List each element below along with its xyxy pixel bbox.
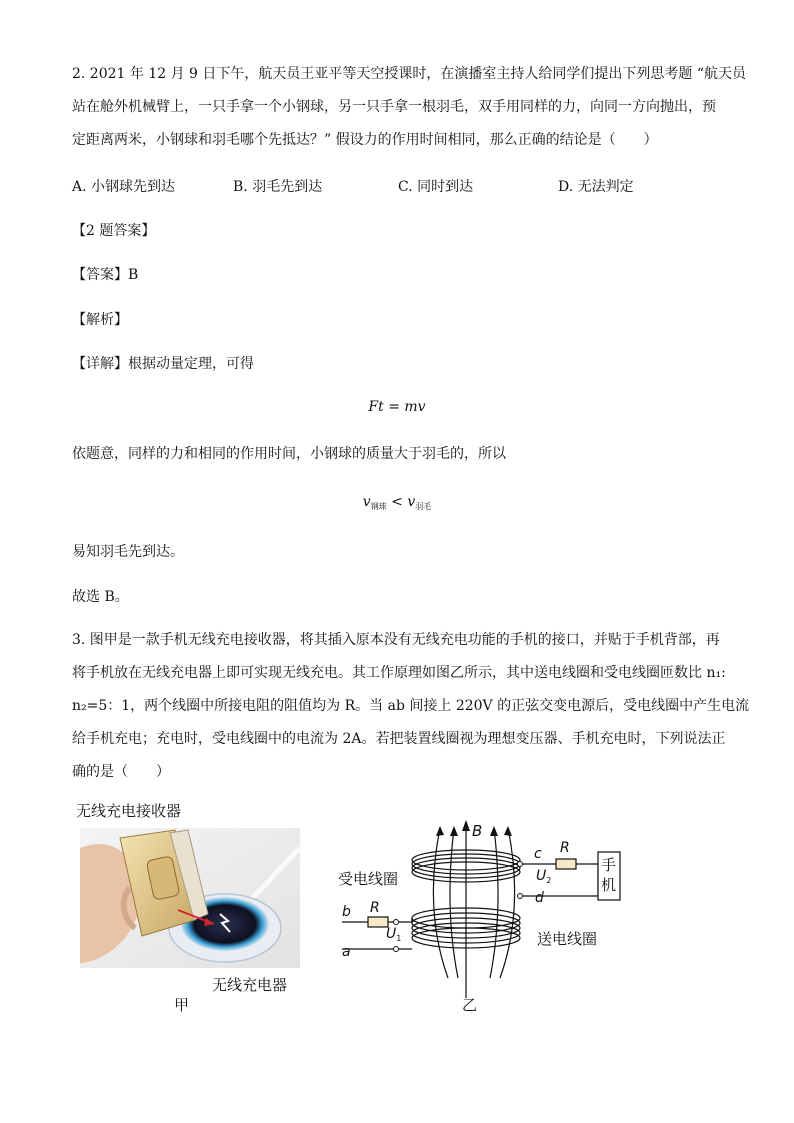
field-arrow-3: [490, 826, 498, 836]
label-U1-sub: 1: [396, 934, 402, 943]
field-arrow-1: [436, 826, 444, 836]
field-arrow-2: [450, 826, 458, 836]
label-R-bottom: R: [370, 900, 380, 916]
label-U2: [536, 868, 551, 885]
label-U2-main: U: [536, 868, 547, 884]
phone-char-1: 手: [601, 856, 617, 874]
detail: 【详解】根据动量定理，可得: [72, 356, 254, 372]
resistor-top: [556, 859, 576, 869]
field-arrow-4: [504, 826, 512, 836]
label-b: b: [342, 904, 351, 920]
answer-header: 【2 题答案】: [72, 223, 156, 239]
option-a: A. 小钢球先到达: [72, 179, 176, 195]
option-d: D. 无法判定: [558, 179, 634, 195]
choose: 故选 B。: [72, 589, 129, 605]
option-b: B. 羽毛先到达: [233, 179, 323, 195]
send-coil-label: 送电线圈: [537, 930, 598, 948]
conclusion: 易知羽毛先到达。: [72, 544, 184, 560]
terminal-bottom-2: [394, 947, 399, 952]
formula-lt: <: [386, 494, 408, 510]
label-c: c: [534, 846, 542, 862]
formula-velocity: [0, 494, 794, 512]
caption-yi: 乙: [462, 996, 478, 1014]
circuit-diagram: [330, 818, 630, 1018]
terminal-bottom-1: [394, 920, 399, 925]
field-line-right-inner: [490, 828, 498, 978]
formula-sub-feather: 羽毛: [415, 502, 432, 511]
q3-line-5: 确的是（ ）: [72, 764, 170, 780]
resistor-bottom: [368, 917, 388, 927]
phone-char-2: 机: [601, 876, 617, 894]
label-U2-sub: 2: [546, 876, 552, 885]
formula-sub-steel: 钢球: [370, 502, 387, 511]
q2-line-1: 2. 2021 年 12 月 9 日下午，航天员王亚平等天空授课时，在演播室主持人给同学们提出下列思考题 “航天员: [72, 66, 747, 82]
answer: 【答案】B: [72, 267, 139, 283]
caption-jia: 甲: [174, 996, 190, 1014]
label-a: a: [342, 944, 351, 960]
label-U1: [386, 926, 401, 943]
option-c: C. 同时到达: [398, 179, 474, 195]
label-U1-main: U: [386, 926, 397, 942]
formula-momentum: Ft = mv: [368, 399, 426, 415]
formula-v1: v: [362, 494, 371, 510]
field-arrow-center: [462, 820, 470, 831]
q3-line-2: 将手机放在无线充电器上即可实现无线充电。其工作原理如图乙所示，其中送电线圈和受电线圈匝数比 n₁:: [72, 665, 726, 681]
q3-line-1: 3. 图甲是一款手机无线充电接收器，将其插入原本没有无线充电功能的手机的接口，并贴于手机背部，再: [72, 632, 720, 648]
terminal-d: [518, 894, 523, 899]
label-d: d: [535, 890, 544, 906]
formula-v2: v: [407, 494, 416, 510]
charger-label: 无线充电器: [212, 976, 288, 994]
label-R-top: R: [560, 840, 570, 856]
analysis-header: 【解析】: [72, 312, 128, 328]
label-B: B: [472, 822, 483, 840]
charger-photo: [80, 828, 300, 968]
receiver-label: 无线充电接收器: [76, 802, 182, 820]
q2-line-2: 站在舱外机械臂上，一只手拿一个小钢球，另一只手拿一根羽毛，双手用同样的力，向同一方向抛出，预: [72, 99, 716, 115]
terminal-c: [518, 862, 523, 867]
q3-line-3: n₂=5：1，两个线圈中所接电阻的阻值均为 R。当 ab 间接上 220V 的正弦交变电源后，受电线圈中产生电流: [72, 698, 750, 714]
reasoning: 依题意，同样的力和相同的作用时间，小钢球的质量大于羽毛的，所以: [72, 446, 506, 462]
q3-line-4: 给手机充电；充电时，受电线圈中的电流为 2A。若把装置线圈视为理想变压器、手机充电时，下列说法正: [72, 731, 726, 747]
field-line-right-outer: [500, 828, 515, 978]
receive-coil-label: 受电线圈: [338, 870, 399, 888]
q2-line-3: 定距离两米，小钢球和羽毛哪个先抵达？” 假设力的作用时间相同，那么正确的结论是（ ）: [72, 132, 658, 148]
